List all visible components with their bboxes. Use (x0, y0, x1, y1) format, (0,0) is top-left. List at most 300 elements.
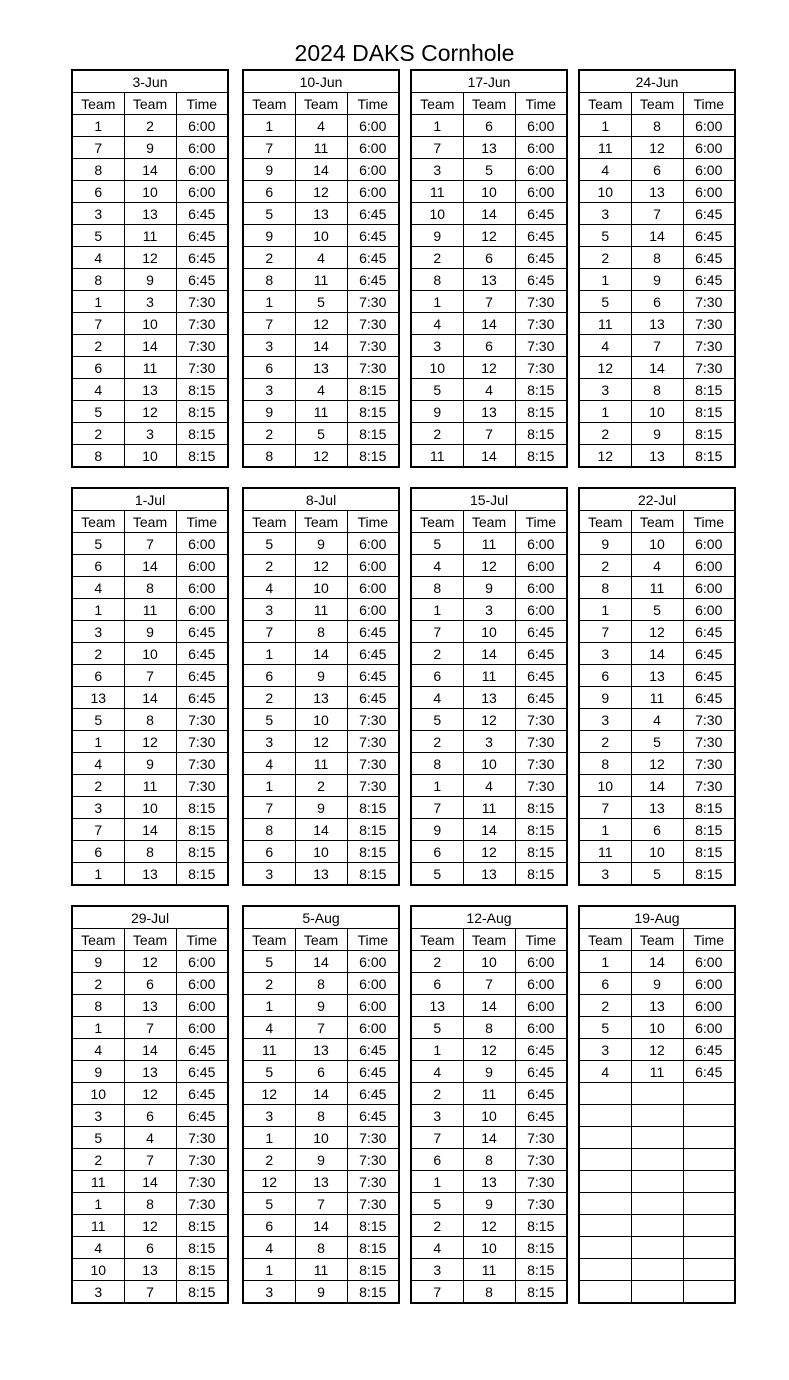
week-schedule-table (578, 487, 736, 886)
opponent-cell: 12 (295, 555, 347, 577)
week-date: 1-Jul (72, 488, 228, 511)
time-cell: 6:45 (683, 1061, 735, 1083)
opponent-cell: 10 (463, 753, 515, 775)
week-schedule-table (410, 905, 568, 1304)
team-cell: 2 (243, 973, 295, 995)
match-row (72, 1039, 228, 1061)
opponent-cell: 10 (631, 401, 683, 423)
opponent-cell: 14 (463, 819, 515, 841)
opponent-cell: 8 (295, 1237, 347, 1259)
opponent-cell: 5 (295, 423, 347, 445)
match-row (243, 709, 399, 731)
time-cell: 8:15 (176, 445, 228, 468)
time-cell: 7:30 (683, 335, 735, 357)
match-row (411, 643, 567, 665)
time-cell: 6:45 (347, 269, 399, 291)
team-cell: 1 (243, 1127, 295, 1149)
time-cell: 6:45 (176, 1061, 228, 1083)
match-row (579, 599, 735, 621)
match-row (579, 775, 735, 797)
opponent-cell: 8 (463, 1017, 515, 1039)
time-cell: 6:00 (515, 555, 567, 577)
match-row (579, 819, 735, 841)
time-cell: 6:00 (683, 115, 735, 137)
match-row (72, 995, 228, 1017)
opponent-cell: 11 (124, 599, 176, 621)
time-cell: 7:30 (176, 357, 228, 379)
opponent-cell: 8 (463, 1149, 515, 1171)
opponent-cell: 12 (463, 1215, 515, 1237)
opponent-cell: 14 (295, 1083, 347, 1105)
time-cell: 6:45 (515, 247, 567, 269)
team-cell: 11 (411, 181, 463, 203)
team-column-header: Team (579, 93, 631, 115)
opponent-cell: 13 (631, 313, 683, 335)
match-row (72, 731, 228, 753)
match-row (579, 951, 735, 973)
time-cell: 8:15 (683, 841, 735, 863)
team-cell: 5 (243, 951, 295, 973)
time-cell: 8:15 (347, 1215, 399, 1237)
time-cell: 7:30 (683, 753, 735, 775)
opponent-column-header: Team (295, 511, 347, 533)
match-row (579, 269, 735, 291)
match-row (72, 247, 228, 269)
time-cell: 6:45 (515, 1105, 567, 1127)
team-cell: 9 (579, 533, 631, 555)
team-cell: 4 (72, 1237, 124, 1259)
team-cell: 3 (411, 159, 463, 181)
match-row (72, 1127, 228, 1149)
team-cell: 7 (411, 1127, 463, 1149)
time-cell: 8:15 (347, 1237, 399, 1259)
team-cell: 10 (579, 775, 631, 797)
team-cell: 4 (72, 379, 124, 401)
opponent-cell: 10 (295, 577, 347, 599)
match-row (72, 1259, 228, 1281)
opponent-column-header: Team (295, 929, 347, 951)
opponent-cell: 6 (124, 1237, 176, 1259)
time-cell: 7:30 (176, 709, 228, 731)
match-row (411, 709, 567, 731)
time-cell (683, 1105, 735, 1127)
team-cell: 9 (243, 159, 295, 181)
time-cell: 7:30 (515, 709, 567, 731)
opponent-cell: 12 (463, 225, 515, 247)
match-row (579, 379, 735, 401)
opponent-cell: 14 (463, 445, 515, 468)
opponent-cell: 8 (295, 621, 347, 643)
match-row (411, 247, 567, 269)
time-column-header: Time (515, 511, 567, 533)
match-row (411, 819, 567, 841)
time-cell: 6:00 (347, 1017, 399, 1039)
time-cell: 8:15 (347, 841, 399, 863)
time-cell: 8:15 (683, 423, 735, 445)
team-cell: 2 (411, 247, 463, 269)
time-cell: 8:15 (515, 1215, 567, 1237)
opponent-cell: 10 (295, 841, 347, 863)
team-cell: 8 (411, 269, 463, 291)
time-cell: 8:15 (176, 863, 228, 886)
opponent-cell: 7 (463, 423, 515, 445)
match-row (243, 841, 399, 863)
time-cell: 8:15 (683, 819, 735, 841)
time-cell: 7:30 (515, 313, 567, 335)
match-row (411, 1171, 567, 1193)
time-cell: 7:30 (515, 291, 567, 313)
match-row (243, 1281, 399, 1304)
week-date: 19-Aug (579, 906, 735, 929)
time-cell: 8:15 (176, 841, 228, 863)
opponent-cell: 13 (463, 863, 515, 886)
match-row (243, 269, 399, 291)
opponent-cell: 14 (124, 1171, 176, 1193)
team-cell: 6 (411, 973, 463, 995)
opponent-cell: 6 (463, 115, 515, 137)
opponent-cell: 14 (463, 1127, 515, 1149)
match-row (579, 1039, 735, 1061)
team-cell: 4 (579, 335, 631, 357)
opponent-cell: 9 (295, 1149, 347, 1171)
opponent-cell: 3 (124, 423, 176, 445)
time-cell: 7:30 (176, 775, 228, 797)
time-cell: 7:30 (683, 357, 735, 379)
opponent-column-header: Team (631, 511, 683, 533)
opponent-cell: 11 (631, 687, 683, 709)
opponent-cell: 13 (631, 995, 683, 1017)
opponent-cell: 13 (463, 1171, 515, 1193)
opponent-cell: 8 (295, 973, 347, 995)
match-row (72, 335, 228, 357)
match-row (579, 1193, 735, 1215)
opponent-cell: 14 (124, 555, 176, 577)
opponent-cell: 14 (295, 819, 347, 841)
team-cell: 3 (579, 203, 631, 225)
team-cell: 6 (243, 841, 295, 863)
team-cell: 2 (243, 555, 295, 577)
opponent-cell: 9 (295, 797, 347, 819)
team-cell: 2 (579, 995, 631, 1017)
time-column-header: Time (347, 929, 399, 951)
team-cell: 5 (411, 1017, 463, 1039)
team-cell: 2 (411, 951, 463, 973)
time-cell: 7:30 (515, 1149, 567, 1171)
time-cell: 6:00 (347, 577, 399, 599)
match-row (579, 1215, 735, 1237)
team-cell: 1 (411, 599, 463, 621)
team-cell: 6 (72, 665, 124, 687)
match-row (579, 181, 735, 203)
opponent-cell: 12 (463, 555, 515, 577)
opponent-cell: 12 (124, 247, 176, 269)
team-cell: 11 (72, 1171, 124, 1193)
opponent-cell: 13 (295, 357, 347, 379)
week-date: 17-Jun (411, 70, 567, 93)
match-row (579, 1127, 735, 1149)
match-row (411, 1215, 567, 1237)
time-cell: 7:30 (515, 1193, 567, 1215)
time-cell (683, 1149, 735, 1171)
match-row (411, 1149, 567, 1171)
team-cell: 6 (72, 841, 124, 863)
team-cell: 7 (243, 797, 295, 819)
time-cell: 7:30 (347, 775, 399, 797)
time-cell: 6:00 (515, 995, 567, 1017)
opponent-cell: 9 (463, 1061, 515, 1083)
match-row (243, 797, 399, 819)
team-cell: 7 (72, 137, 124, 159)
team-cell: 8 (72, 269, 124, 291)
team-cell: 1 (72, 115, 124, 137)
opponent-cell: 8 (631, 247, 683, 269)
match-row (411, 731, 567, 753)
time-cell: 8:15 (176, 1281, 228, 1304)
team-cell: 1 (243, 643, 295, 665)
team-cell: 4 (243, 753, 295, 775)
opponent-cell: 14 (295, 159, 347, 181)
team-cell: 4 (411, 687, 463, 709)
team-cell: 3 (243, 599, 295, 621)
opponent-cell: 11 (124, 225, 176, 247)
week-schedule-table (242, 69, 400, 468)
team-cell: 2 (243, 687, 295, 709)
opponent-cell: 14 (124, 687, 176, 709)
opponent-cell: 13 (463, 269, 515, 291)
opponent-cell: 11 (463, 665, 515, 687)
match-row (579, 357, 735, 379)
team-cell: 3 (411, 1259, 463, 1281)
team-cell: 5 (72, 533, 124, 555)
team-cell: 5 (72, 709, 124, 731)
team-cell: 7 (72, 819, 124, 841)
match-row (579, 137, 735, 159)
match-row (243, 1127, 399, 1149)
match-row (72, 401, 228, 423)
opponent-cell: 4 (295, 115, 347, 137)
match-row (579, 555, 735, 577)
team-cell (579, 1259, 631, 1281)
time-cell: 6:00 (515, 533, 567, 555)
time-column-header: Time (176, 511, 228, 533)
team-column-header: Team (72, 93, 124, 115)
match-row (243, 951, 399, 973)
match-row (579, 753, 735, 775)
match-row (243, 335, 399, 357)
opponent-cell: 6 (463, 247, 515, 269)
time-cell: 6:00 (515, 159, 567, 181)
team-cell: 3 (243, 1281, 295, 1304)
team-cell (579, 1083, 631, 1105)
match-row (411, 379, 567, 401)
opponent-cell: 8 (124, 709, 176, 731)
match-row (579, 1281, 735, 1304)
opponent-cell: 10 (463, 181, 515, 203)
team-cell: 9 (411, 225, 463, 247)
team-cell: 2 (72, 423, 124, 445)
match-row (72, 621, 228, 643)
opponent-cell: 11 (631, 1061, 683, 1083)
team-cell: 5 (72, 225, 124, 247)
opponent-cell: 10 (124, 313, 176, 335)
week-date: 10-Jun (243, 70, 399, 93)
time-cell: 8:15 (347, 401, 399, 423)
match-row (411, 291, 567, 313)
match-row (72, 599, 228, 621)
team-cell: 2 (411, 731, 463, 753)
time-cell: 7:30 (515, 775, 567, 797)
opponent-cell: 11 (295, 1259, 347, 1281)
opponent-cell: 10 (124, 181, 176, 203)
time-cell: 7:30 (176, 291, 228, 313)
time-cell: 7:30 (683, 775, 735, 797)
match-row (411, 181, 567, 203)
opponent-cell: 10 (124, 797, 176, 819)
team-cell: 1 (579, 115, 631, 137)
time-column-header: Time (515, 929, 567, 951)
time-cell: 8:15 (347, 1281, 399, 1304)
time-cell: 6:00 (515, 115, 567, 137)
time-cell: 7:30 (347, 291, 399, 313)
opponent-cell: 8 (463, 1281, 515, 1304)
match-row (579, 225, 735, 247)
opponent-cell: 2 (295, 775, 347, 797)
match-row (243, 137, 399, 159)
opponent-cell: 13 (124, 863, 176, 886)
team-cell: 12 (579, 445, 631, 468)
opponent-cell: 12 (124, 1083, 176, 1105)
match-row (72, 577, 228, 599)
match-row (411, 1083, 567, 1105)
team-cell: 9 (411, 401, 463, 423)
match-row (72, 423, 228, 445)
time-cell: 6:45 (515, 643, 567, 665)
team-cell: 11 (72, 1215, 124, 1237)
match-row (243, 577, 399, 599)
opponent-cell: 9 (295, 1281, 347, 1304)
opponent-cell: 13 (124, 203, 176, 225)
time-cell: 8:15 (176, 1237, 228, 1259)
team-cell: 2 (72, 973, 124, 995)
match-row (579, 709, 735, 731)
time-cell: 6:00 (683, 995, 735, 1017)
time-cell: 6:45 (515, 665, 567, 687)
opponent-cell: 14 (295, 643, 347, 665)
team-cell: 5 (243, 533, 295, 555)
team-cell: 11 (579, 841, 631, 863)
opponent-cell: 9 (295, 533, 347, 555)
match-row (243, 753, 399, 775)
time-cell: 6:00 (683, 555, 735, 577)
match-row (243, 819, 399, 841)
team-cell: 1 (72, 1193, 124, 1215)
time-cell: 6:45 (347, 1083, 399, 1105)
time-cell (683, 1237, 735, 1259)
match-row (243, 687, 399, 709)
opponent-cell: 4 (631, 709, 683, 731)
opponent-cell: 13 (124, 1061, 176, 1083)
team-cell: 9 (411, 819, 463, 841)
opponent-cell: 6 (463, 335, 515, 357)
time-cell: 8:15 (683, 445, 735, 468)
match-row (411, 335, 567, 357)
time-cell: 8:15 (515, 863, 567, 886)
team-column-header: Team (579, 511, 631, 533)
opponent-cell: 10 (631, 841, 683, 863)
opponent-cell: 12 (295, 313, 347, 335)
opponent-cell: 13 (463, 687, 515, 709)
match-row (243, 357, 399, 379)
team-cell: 1 (72, 599, 124, 621)
opponent-cell: 6 (631, 159, 683, 181)
match-row (243, 1259, 399, 1281)
team-cell: 1 (72, 731, 124, 753)
opponent-cell: 9 (631, 269, 683, 291)
opponent-cell: 12 (124, 951, 176, 973)
team-cell: 3 (579, 709, 631, 731)
opponent-cell: 13 (124, 1259, 176, 1281)
team-cell: 1 (72, 1017, 124, 1039)
opponent-cell: 9 (124, 621, 176, 643)
team-cell: 8 (411, 577, 463, 599)
opponent-cell: 6 (124, 1105, 176, 1127)
opponent-cell: 12 (295, 731, 347, 753)
team-cell: 4 (72, 247, 124, 269)
match-row (411, 995, 567, 1017)
team-cell: 5 (579, 1017, 631, 1039)
time-cell: 6:00 (347, 159, 399, 181)
time-cell: 7:30 (347, 709, 399, 731)
team-cell: 4 (411, 313, 463, 335)
match-row (72, 445, 228, 468)
team-cell: 3 (243, 335, 295, 357)
team-cell: 1 (72, 863, 124, 886)
time-cell: 8:15 (347, 819, 399, 841)
team-cell: 5 (243, 1193, 295, 1215)
time-cell: 6:45 (347, 621, 399, 643)
week-date: 5-Aug (243, 906, 399, 929)
opponent-cell: 13 (463, 137, 515, 159)
match-row (579, 313, 735, 335)
time-cell: 6:45 (683, 269, 735, 291)
time-cell: 6:00 (515, 577, 567, 599)
time-cell: 6:45 (515, 269, 567, 291)
team-cell: 3 (72, 621, 124, 643)
time-cell (683, 1259, 735, 1281)
time-cell: 6:45 (176, 247, 228, 269)
team-cell: 5 (72, 1127, 124, 1149)
team-cell: 2 (579, 247, 631, 269)
opponent-cell: 12 (295, 445, 347, 468)
match-row (579, 1061, 735, 1083)
time-cell: 8:15 (683, 863, 735, 886)
time-cell: 6:00 (176, 577, 228, 599)
team-column-header: Team (411, 93, 463, 115)
opponent-cell (631, 1105, 683, 1127)
time-cell: 6:00 (683, 951, 735, 973)
match-row (579, 291, 735, 313)
match-row (243, 1039, 399, 1061)
opponent-cell: 8 (124, 841, 176, 863)
opponent-cell (631, 1083, 683, 1105)
team-cell: 3 (243, 863, 295, 886)
time-cell: 6:00 (176, 951, 228, 973)
opponent-cell: 14 (124, 1039, 176, 1061)
opponent-cell: 3 (124, 291, 176, 313)
week-schedule-table (71, 69, 229, 468)
opponent-cell: 9 (124, 269, 176, 291)
match-row (579, 423, 735, 445)
